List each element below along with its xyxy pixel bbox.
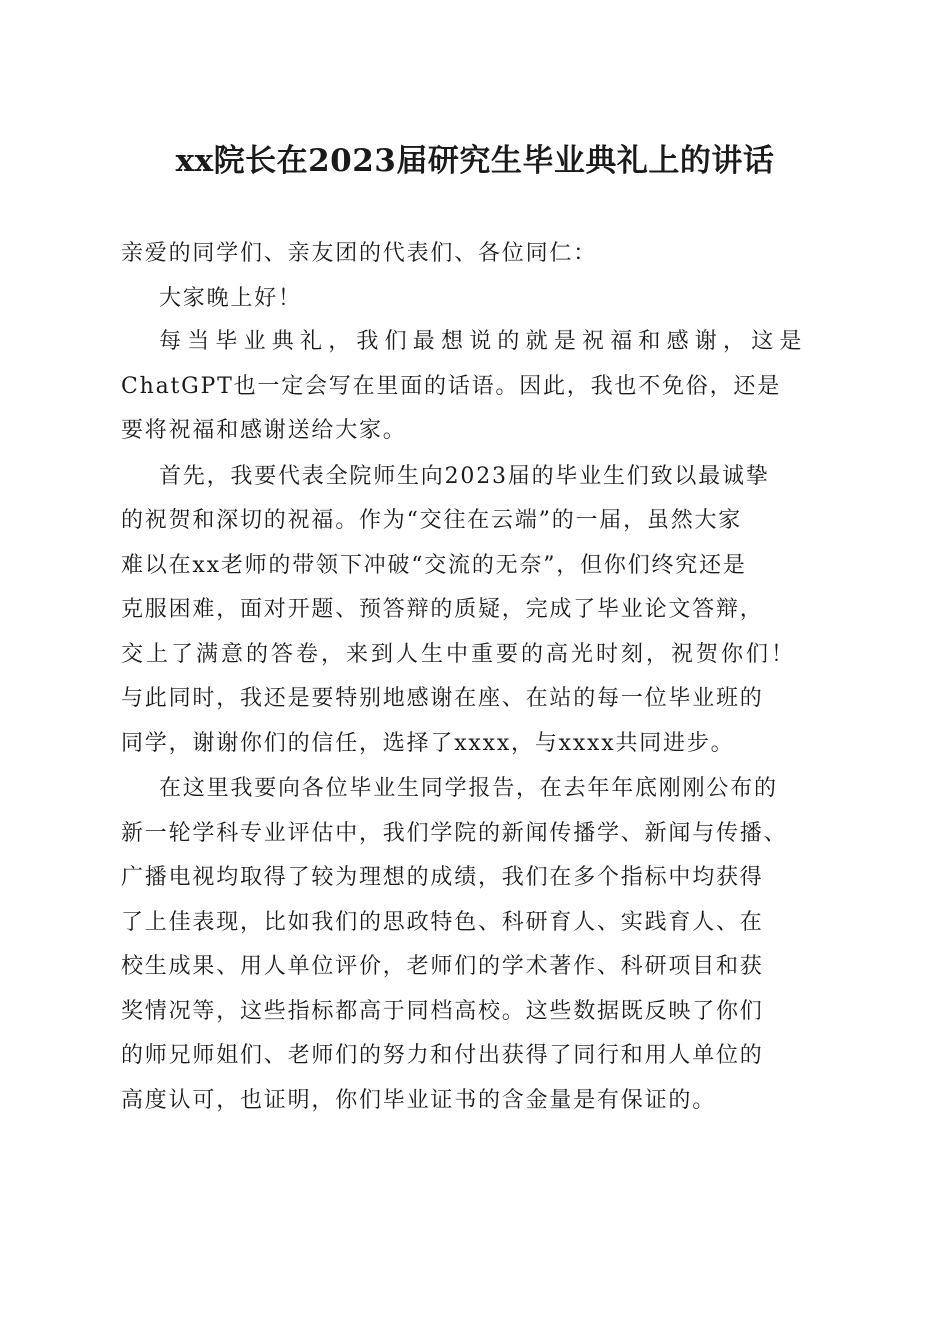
paragraph-2-line-1: 首先，我要代表全院师生向2023届的毕业生们致以最诚挚 (159, 464, 770, 489)
paragraph-3-line-8: 高度认可，也证明，你们毕业证书的含金量是有保证的。 (121, 1088, 717, 1113)
greeting-line: 大家晚上好！ (159, 286, 302, 311)
paragraph-1-line-2: ChatGPT也一定会写在里面的话语。因此，我也不免俗，还是 (121, 374, 782, 399)
paragraph-2-line-7: 同学，谢谢你们的信任，选择了xxxx，与xxxx共同进步。 (121, 731, 735, 756)
paragraph-2-line-5: 交上了满意的答卷，来到人生中重要的高光时刻，祝贺你们！ (121, 642, 797, 667)
paragraph-3-line-4: 了上佳表现，比如我们的思政特色、科研育人、实践育人、在 (121, 910, 764, 935)
paragraph-2-line-4: 克服困难，面对开题、预答辩的质疑，完成了毕业论文答辩， (121, 597, 764, 622)
paragraph-3-line-6: 奖情况等，这些指标都高于同档高校。这些数据既反映了你们 (121, 999, 764, 1024)
paragraph-2-line-6: 与此同时，我还是要特别地感谢在座、在站的每一位毕业班的 (121, 686, 764, 711)
paragraph-3-line-2: 新一轮学科专业评估中，我们学院的新闻传播学、新闻与传播、 (121, 821, 788, 846)
paragraph-3-line-3: 广播电视均取得了较为理想的成绩，我们在多个指标中均获得 (121, 865, 764, 890)
paragraph-3-line-7: 的师兄师姐们、老师们的努力和付出获得了同行和用人单位的 (121, 1043, 764, 1068)
paragraph-1-line-1: 每当毕业典礼，我们最想说的就是祝福和感谢，这是 (159, 329, 808, 354)
salutation-line: 亲爱的同学们、亲友团的代表们、各位同仁： (121, 241, 598, 266)
paragraph-2-line-3: 难以在xx老师的带领下冲破“交流的无奈”，但你们终究还是 (121, 553, 747, 578)
document-title: xx院长在2023届研究生毕业典礼上的讲话 (175, 143, 775, 179)
paragraph-3-line-5: 校生成果、用人单位评价，老师们的学术著作、科研项目和获 (121, 954, 764, 979)
paragraph-1-line-3: 要将祝福和感谢送给大家。 (121, 418, 407, 443)
paragraph-2-line-2: 的祝贺和深切的祝福。作为“交往在云端”的一届，虽然大家 (121, 508, 743, 533)
paragraph-3-line-1: 在这里我要向各位毕业生同学报告，在去年年底刚刚公布的 (159, 776, 778, 801)
